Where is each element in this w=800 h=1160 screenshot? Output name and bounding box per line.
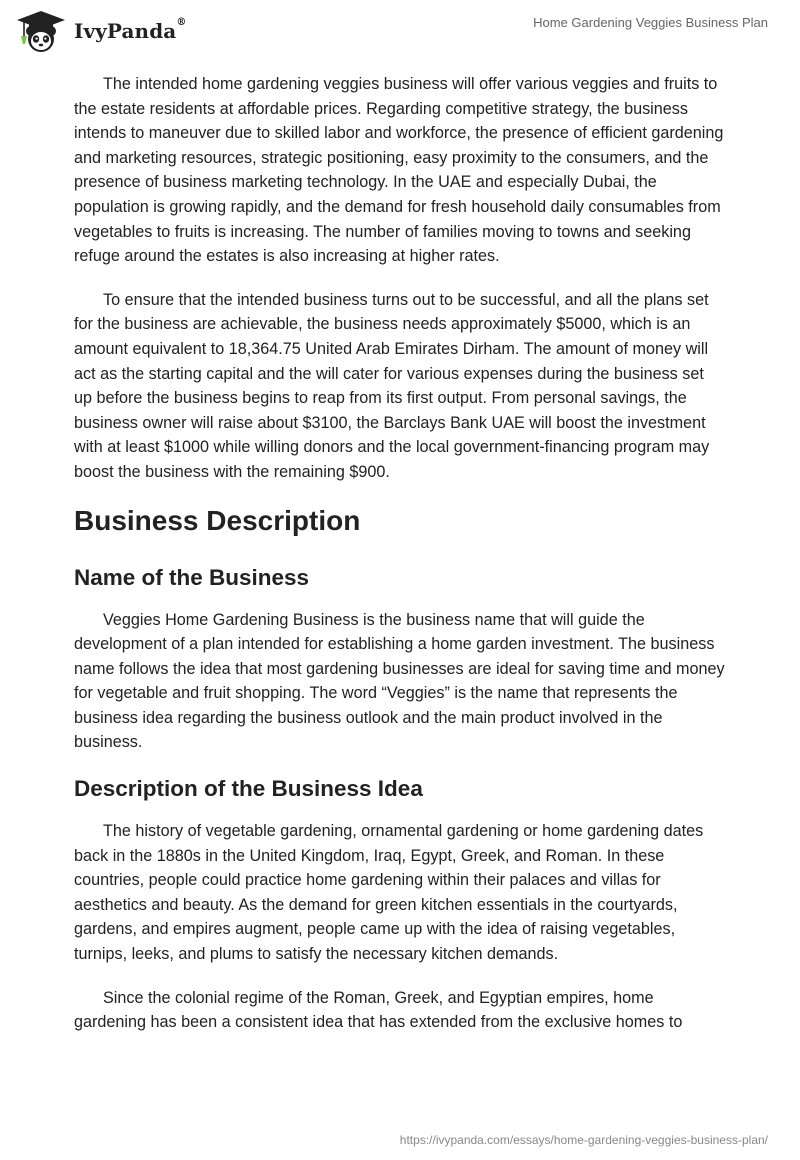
document-title: Home Gardening Veggies Business Plan: [533, 15, 768, 30]
subsection-heading-idea: Description of the Business Idea: [74, 776, 423, 802]
section-heading: Business Description: [74, 504, 361, 536]
source-url[interactable]: https://ivypanda.com/essays/home-gardening-veggies-business-plan/: [399, 1133, 768, 1147]
panda-logo-icon: [14, 9, 70, 53]
paragraph: Veggies Home Gardening Business is the business name that will guide the development of a plan intended for establishing a home garden investment. The business name follows the idea that most gardening businesses are ideal for saving time and money for vegetable and fruit shopping. The word “Veggies” is the name that represents the business idea regarding the business outlook and the main product involved in the business.: [74, 610, 725, 752]
paragraph: The history of vegetable gardening, ornamental gardening or home gardening dates back in the 1880s in the United Kingdom, Iraq, Egypt, Greek, and Roman. In these countries, people could practice home gardening within their palaces and villas for aesthetics and beauty. As the demand for green kitchen essentials in the courtyards, gardens, and empires augment, people came up with the idea of raising vegetables, turnips, leeks, and plums to satisfy the necessary kitchen demands.: [74, 822, 704, 964]
paragraph: Since the colonial regime of the Roman, Greek, and Egyptian empires, home gardening has been a consistent idea that has extended from the exclusive homes to: [74, 988, 683, 1032]
page-header: [0, 0, 800, 62]
logo-text: IvyPanda®: [74, 17, 187, 43]
essay-body: [74, 72, 726, 1054]
subsection-heading-name: Name of the Business: [74, 564, 310, 590]
logo[interactable]: [14, 9, 186, 53]
paragraph: To ensure that the intended business turns out to be successful, and all the plans set for the business are achievable, the business needs approximately $5000, which is an amount equivalent to 18,364.75 United Arab Emirates Dirham. The amount of money will act as the starting capital and the will cater for various expenses during the business set up before the business begins to reap from its first output. From personal savings, the business owner will raise about $3100, the Barclays Bank UAE will boost the investment with at least $1000 while willing donors and the local government-financing program may boost the business with the remaining $900.: [74, 290, 710, 481]
paragraph: The intended home gardening veggies business will offer various veggies and fruits to the estate residents at affordable prices. Regarding competitive strategy, the business intends to maneuver due to skilled labor and workforce, the presence of efficient gardening and marketing resources, strategic positioning, easy proximity to the consumers, and the presence of business marketing technology. In the UAE and especially Dubai, the population is growing rapidly, and the demand for fresh household daily consumables from vegetables to fruits is increasing. The number of families moving to towns and seeking refuge around the estates is also increasing at higher rates.: [74, 75, 724, 266]
